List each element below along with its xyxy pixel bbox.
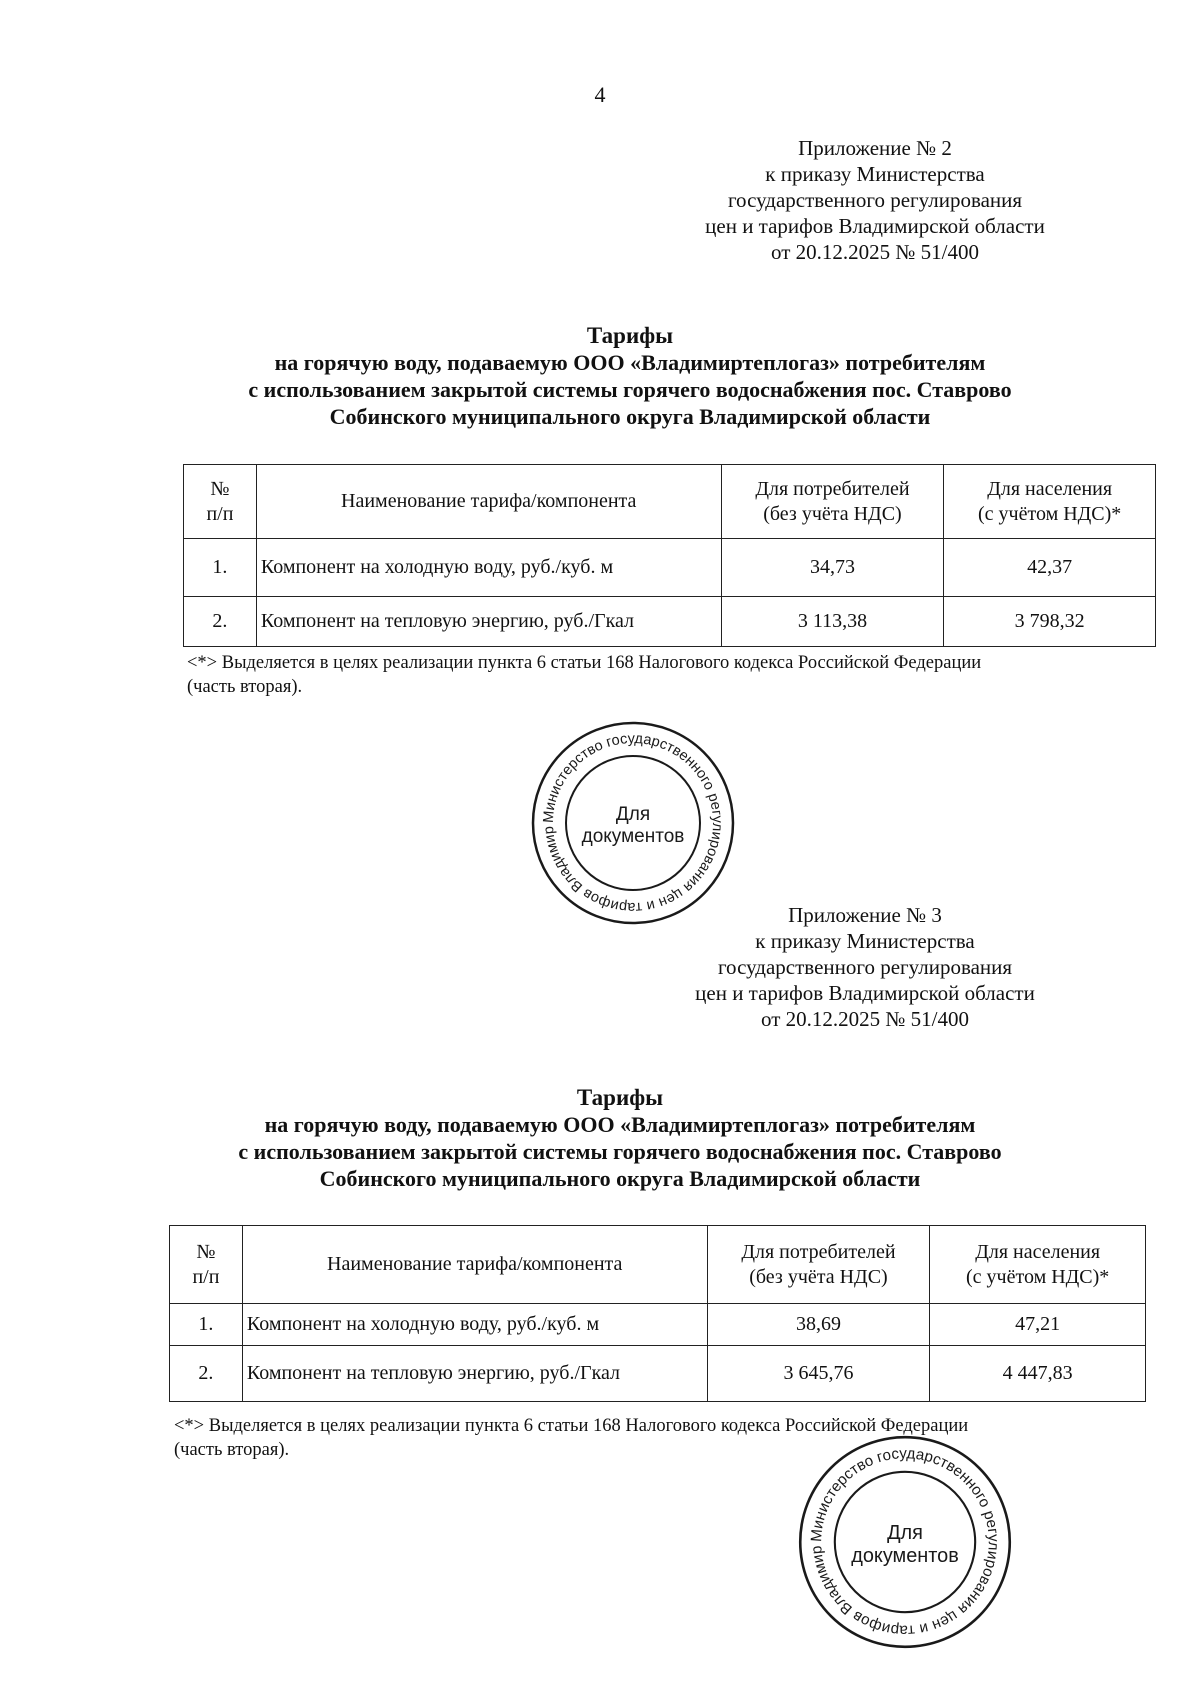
- cell-consumers: 3 645,76: [707, 1346, 930, 1402]
- stamp-seal-icon: [795, 1432, 1015, 1652]
- table-header-row: [184, 465, 1156, 539]
- cell-number: 1.: [170, 1304, 243, 1346]
- cell-name: Компонент на тепловую энергию, руб./Гкал: [256, 597, 721, 647]
- table-header-row: [170, 1226, 1146, 1304]
- stamp-center-line: документов: [851, 1544, 959, 1567]
- appendix-line: государственного регулирования: [717, 955, 1013, 979]
- tariff-title-2: [150, 1084, 1090, 1192]
- footnote-line: (часть вторая).: [187, 677, 303, 697]
- cell-number: 2.: [184, 597, 257, 647]
- title-main: Тарифы: [586, 323, 674, 348]
- table-row: [170, 1346, 1146, 1402]
- stamp-center-line: документов: [581, 826, 685, 847]
- stamp-1: [528, 718, 738, 933]
- appendix-3-header: [645, 902, 1085, 1032]
- title-line: на горячую воду, подаваемую ООО «Владимиртеплогаз» потребителям: [264, 1112, 976, 1137]
- appendix-line: Приложение № 3: [788, 903, 942, 927]
- appendix-line: от 20.12.2025 № 51/400: [760, 1007, 970, 1031]
- appendix-line: от 20.12.2025 № 51/400: [770, 240, 980, 264]
- header-cell-population: Для населения (с учётом НДС)*: [930, 1226, 1146, 1304]
- table-row: [170, 1304, 1146, 1346]
- cell-name: Компонент на тепловую энергию, руб./Гкал: [242, 1346, 707, 1402]
- cell-name: Компонент на холодную воду, руб./куб. м: [256, 539, 721, 597]
- cell-population: 4 447,83: [930, 1346, 1146, 1402]
- cell-population: 47,21: [930, 1304, 1146, 1346]
- title-line: на горячую воду, подаваемую ООО «Владимиртеплогаз» потребителям: [274, 350, 986, 375]
- header-cell-number: № п/п: [184, 465, 257, 539]
- header-cell-population: Для населения (с учётом НДС)*: [944, 465, 1156, 539]
- cell-consumers: 34,73: [721, 539, 944, 597]
- header-cell-name: Наименование тарифа/компонента: [256, 465, 721, 539]
- cell-number: 1.: [184, 539, 257, 597]
- cell-consumers: 3 113,38: [721, 597, 944, 647]
- footnote-line: <*> Выделяется в целях реализации пункта 6 статьи 168 Налогового кодекса Российской Федерации: [174, 1416, 969, 1436]
- page-number: 4: [594, 82, 606, 107]
- appendix-line: к приказу Министерства: [765, 162, 985, 186]
- footnote-line: (часть вторая).: [174, 1440, 290, 1460]
- appendix-line: цен и тарифов Владимирской области: [695, 981, 1035, 1005]
- header-cell-name: Наименование тарифа/компонента: [242, 1226, 707, 1304]
- appendix-2-header: [655, 135, 1095, 265]
- cell-population: 3 798,32: [944, 597, 1156, 647]
- title-line: Собинского муниципального округа Владимирской области: [319, 1166, 921, 1191]
- appendix-line: государственного регулирования: [727, 188, 1023, 212]
- tariff-table-2: [169, 1225, 1146, 1402]
- appendix-line: Приложение № 2: [798, 136, 952, 160]
- cell-population: 42,37: [944, 539, 1156, 597]
- stamp-center-line: Для: [615, 804, 651, 825]
- tariff-table-1: [183, 464, 1156, 647]
- header-cell-number: № п/п: [170, 1226, 243, 1304]
- stamp-2: [795, 1432, 1015, 1657]
- title-main: Тарифы: [576, 1085, 664, 1110]
- appendix-line: к приказу Министерства: [755, 929, 975, 953]
- footnote-1: [187, 651, 1167, 699]
- header-cell-consumers: Для потребителей (без учёта НДС): [707, 1226, 930, 1304]
- title-line: с использованием закрытой системы горячего водоснабжения пос. Ставрово: [238, 1139, 1002, 1164]
- cell-name: Компонент на холодную воду, руб./куб. м: [242, 1304, 707, 1346]
- table-row: [184, 539, 1156, 597]
- title-line: Собинского муниципального округа Владимирской области: [329, 404, 931, 429]
- tariff-title-1: [160, 322, 1100, 430]
- appendix-line: цен и тарифов Владимирской области: [705, 214, 1045, 238]
- header-cell-consumers: Для потребителей (без учёта НДС): [721, 465, 944, 539]
- cell-number: 2.: [170, 1346, 243, 1402]
- stamp-ring-text: Министерство государственного регулирования цен и тарифов Владимир: [540, 730, 726, 916]
- footnote-line: <*> Выделяется в целях реализации пункта 6 статьи 168 Налогового кодекса Российской Федерации: [187, 653, 982, 673]
- cell-consumers: 38,69: [707, 1304, 930, 1346]
- table-row: [184, 597, 1156, 647]
- stamp-center-line: Для: [887, 1521, 923, 1544]
- stamp-ring-text: Министерство государственного регулирования цен и тарифов Владимир: [807, 1445, 1002, 1639]
- stamp-seal-icon: [528, 718, 738, 928]
- title-line: с использованием закрытой системы горячего водоснабжения пос. Ставрово: [248, 377, 1012, 402]
